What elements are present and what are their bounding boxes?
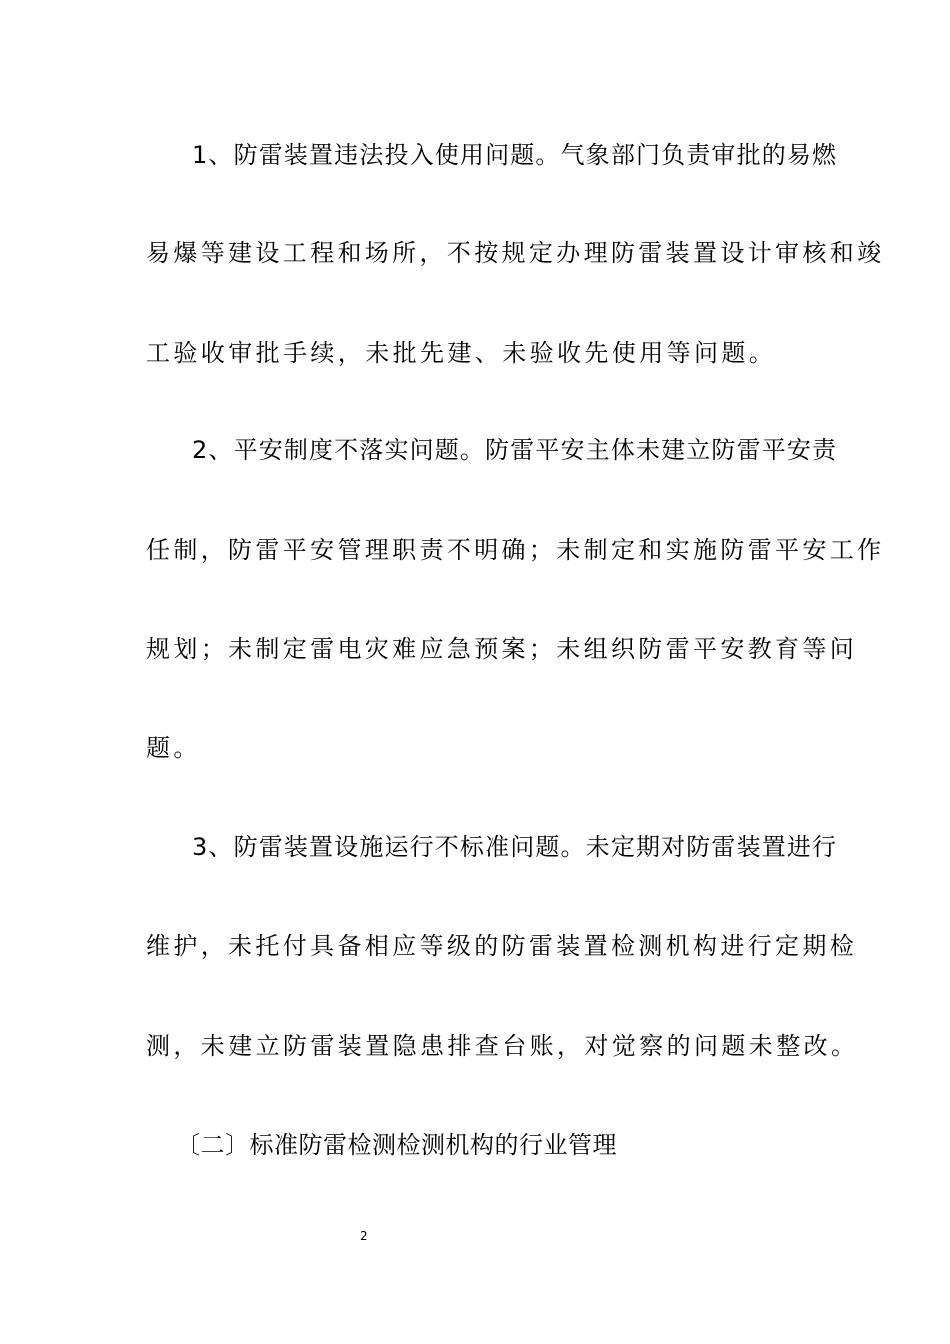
paragraph-3-line-1: 3、防雷装置设施运行不标准问题。未定期对防雷装置进行 <box>192 833 838 861</box>
paragraph-3-line-3: 测，未建立防雷装置隐患排查台账，对觉察的问题未整改。 <box>146 1032 859 1060</box>
paragraph-2-line-2: 任制，防雷平安管理职责不明确；未制定和实施防雷平安工作 <box>146 536 885 564</box>
paragraph-1-line-2: 易爆等建设工程和场所，不按规定办理防雷装置设计审核和竣 <box>146 239 885 267</box>
paragraph-3-line-2: 维护，未托付具备相应等级的防雷装置检测机构进行定期检 <box>146 932 858 960</box>
paragraph-2-line-4: 题。 <box>146 734 201 762</box>
paragraph-2-line-1: 2、平安制度不落实问题。防雷平安主体未建立防雷平安责 <box>192 436 838 464</box>
paragraph-1-line-3: 工验收审批手续，未批先建、未验收先使用等问题。 <box>146 339 777 367</box>
page-number: 2 <box>360 1229 368 1243</box>
section-heading: 〔二〕标准防雷检测检测机构的行业管理 <box>176 1131 617 1159</box>
paragraph-2-line-3: 规划；未制定雷电灾难应急预案；未组织防雷平安教育等问 <box>146 635 858 663</box>
paragraph-1-line-1: 1、防雷装置违法投入使用问题。气象部门负责审批的易燃 <box>192 141 838 169</box>
